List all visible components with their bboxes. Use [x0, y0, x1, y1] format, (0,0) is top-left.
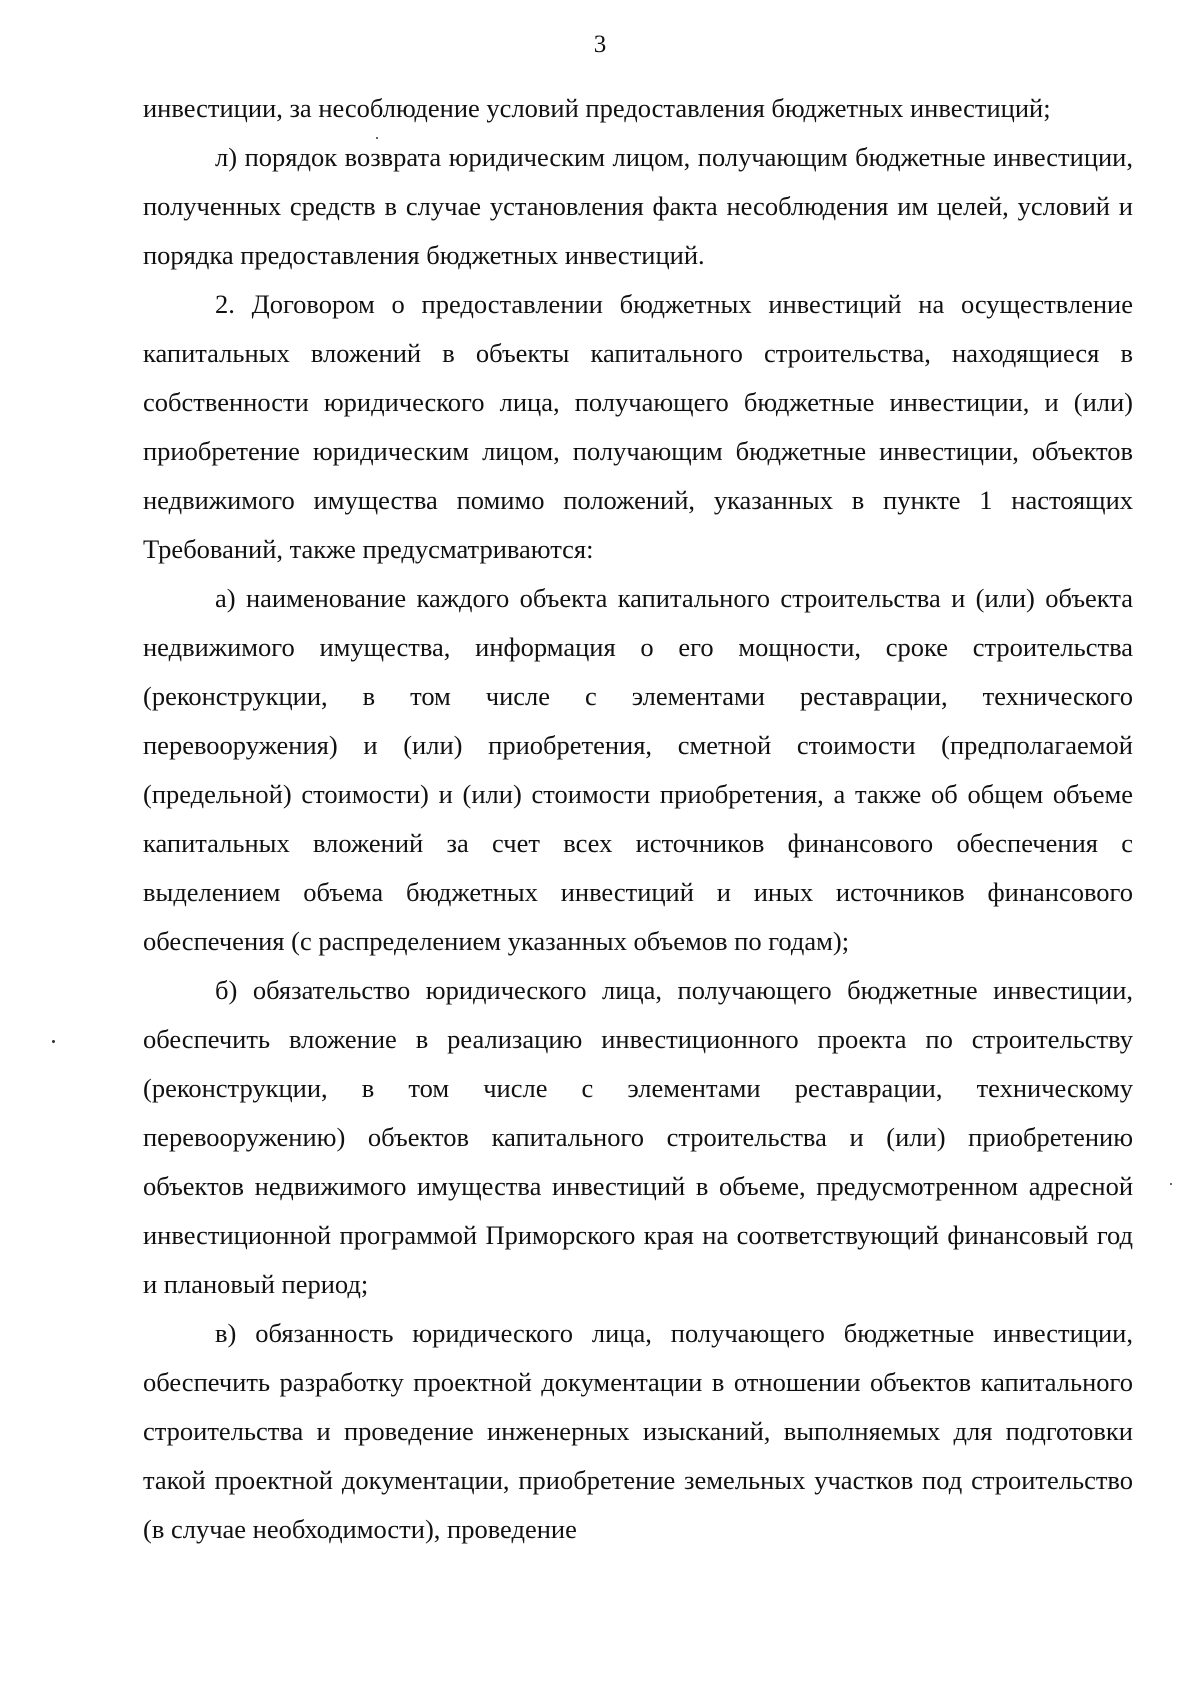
paragraph-a: а) наименование каждого объекта капитального строительства и (или) объекта недвижимого имущества, информация о его мощности, сроке строительства (реконструкции, в том числе с элементами реставрации, технического перевооружения) и (или) приобретения, сметной стоимости (предполагаемой (предельной) стоимости) и (или) стоимости приобретения, а также об общем объеме капитальных вложений за счет всех источников финансового обеспечения с выделением объема бюджетных инвестиций и иных источников финансового обеспечения (с распределением указанных объемов по годам); — [143, 583, 1133, 956]
paragraph-continuation: инвестиции, за несоблюдение условий предоставления бюджетных инвестиций; — [143, 93, 1051, 123]
scan-speck — [376, 137, 378, 139]
page-number: 3 — [593, 31, 607, 58]
paragraph-v: в) обязанность юридического лица, получающего бюджетные инвестиции, обеспечить разработку проектной документации в отношении объектов капитального строительства и проведение инженерных изысканий, выполняемых для подготовки такой проектной документации, приобретение земельных участков под строительство (в случае необходимости), проведение — [143, 1318, 1133, 1544]
scan-speck — [52, 1040, 55, 1043]
paragraph-2: 2. Договором о предоставлении бюджетных инвестиций на осуществление капитальных вложений в объекты капитального строительства, находящиеся в собственности юридического лица, получающего бюджетные инвестиции, и (или) приобретение юридическим лицом, получающим бюджетные инвестиции, объектов недвижимого имущества помимо положений, указанных в пункте 1 настоящих Требований, также предусматриваются: — [143, 289, 1133, 564]
document-body — [143, 84, 1133, 1554]
scan-speck — [1170, 1183, 1172, 1185]
paragraph-l: л) порядок возврата юридическим лицом, получающим бюджетные инвестиции, полученных средств в случае установления факта несоблюдения им целей, условий и порядка предоставления бюджетных инвестиций. — [143, 142, 1133, 270]
paragraph-b: б) обязательство юридического лица, получающего бюджетные инвестиции, обеспечить вложение в реализацию инвестиционного проекта по строительству (реконструкции, в том числе с элементами реставрации, техническому перевооружению) объектов капитального строительства и (или) приобретению объектов недвижимого имущества инвестиций в объеме, предусмотренном адресной инвестиционной программой Приморского края на соответствующий финансовый год и плановый период; — [143, 975, 1133, 1299]
